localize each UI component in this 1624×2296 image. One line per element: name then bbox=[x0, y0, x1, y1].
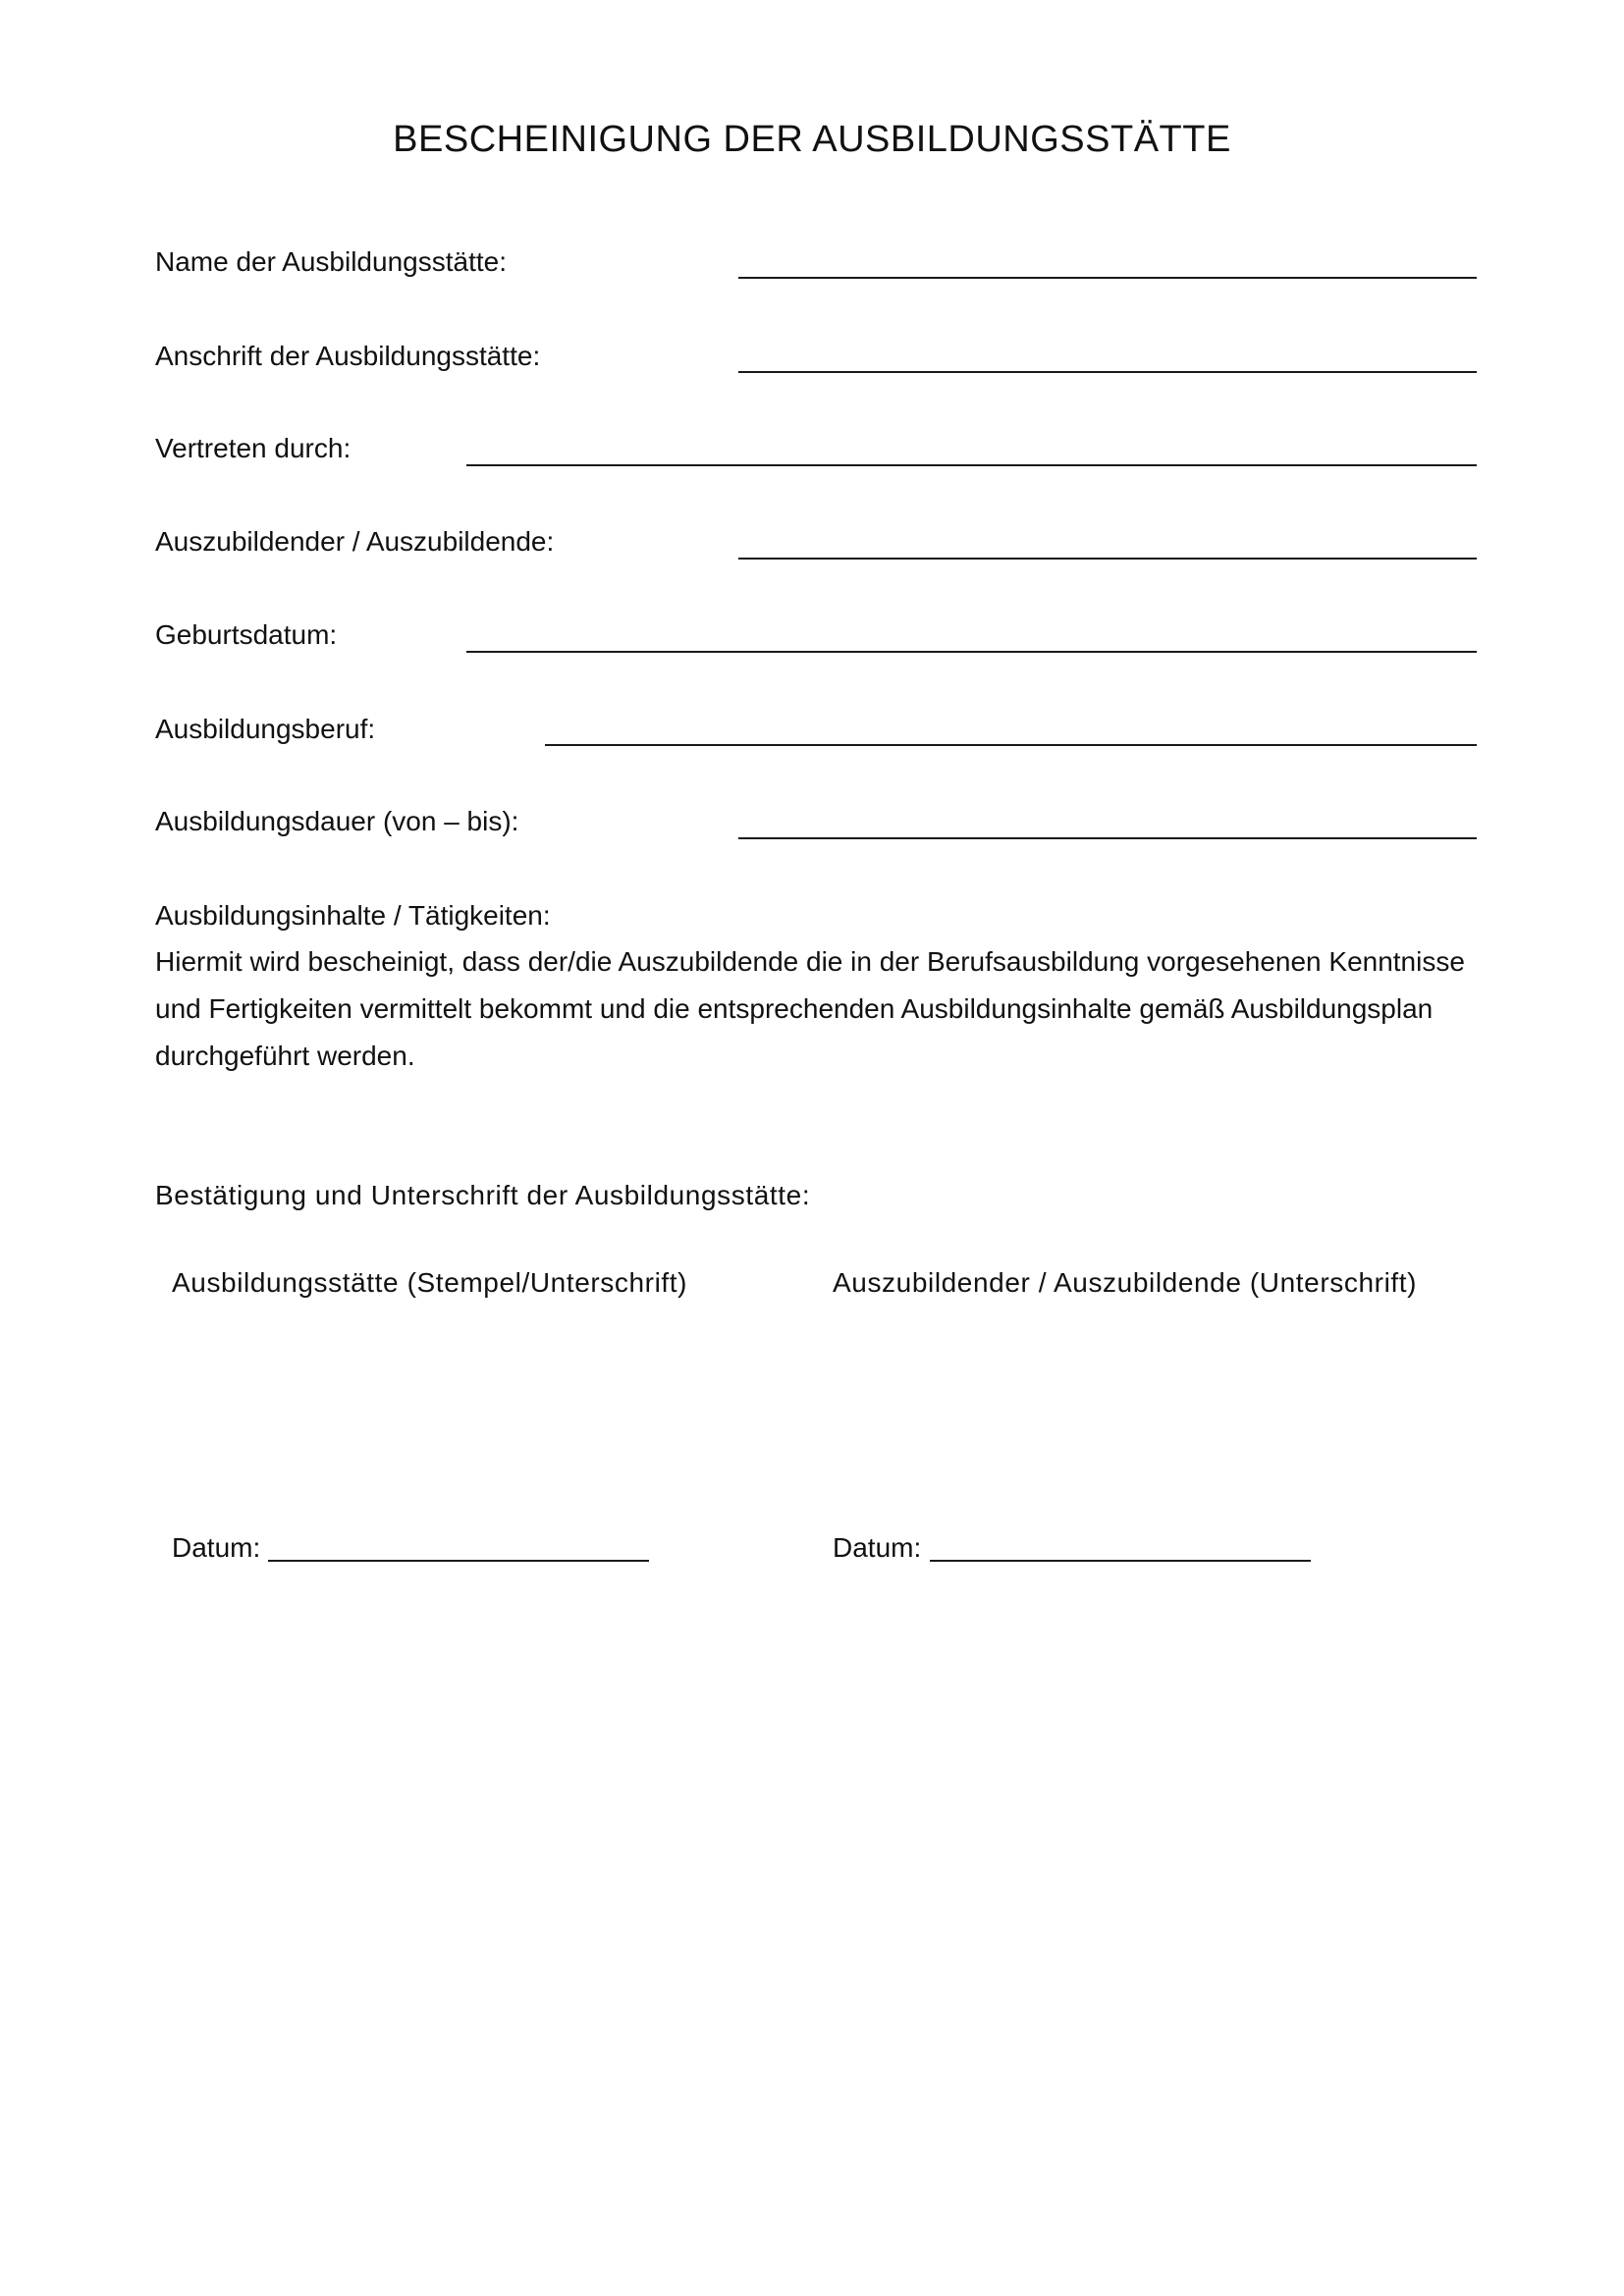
field-label-birthdate: Geburtsdatum: bbox=[155, 619, 338, 650]
field-label-name: Name der Ausbildungsstätte: bbox=[155, 246, 507, 277]
field-line-duration[interactable] bbox=[738, 837, 1477, 839]
date-label-left: Datum: bbox=[172, 1532, 261, 1563]
field-line-trainee[interactable] bbox=[738, 558, 1477, 560]
field-line-birthdate[interactable] bbox=[466, 651, 1477, 653]
field-label-trainee: Auszubildender / Auszubildende: bbox=[155, 526, 555, 557]
field-line-occupation[interactable] bbox=[545, 744, 1477, 746]
field-label-address: Anschrift der Ausbildungsstätte: bbox=[155, 341, 541, 371]
signature-label-training-center: Ausbildungsstätte (Stempel/Unterschrift) bbox=[172, 1267, 688, 1298]
field-line-represented-by[interactable] bbox=[466, 464, 1477, 466]
page-title: BESCHEINIGUNG DER AUSBILDUNGSSTÄTTE bbox=[393, 119, 1231, 160]
field-label-occupation: Ausbildungsberuf: bbox=[155, 714, 376, 744]
content-line-3: durchgeführt werden. bbox=[155, 1041, 415, 1071]
signature-label-trainee: Auszubildender / Auszubildende (Unterschrift) bbox=[833, 1267, 1418, 1298]
field-line-name[interactable] bbox=[738, 277, 1477, 279]
field-line-address[interactable] bbox=[738, 371, 1477, 373]
content-line-1: Hiermit wird bescheinigt, dass der/die Auszubildende die in der Berufsausbildung vorgesehenen Kenntnisse bbox=[155, 946, 1465, 977]
field-label-represented-by: Vertreten durch: bbox=[155, 433, 352, 463]
field-label-duration: Ausbildungsdauer (von – bis): bbox=[155, 806, 519, 836]
confirmation-heading: Bestätigung und Unterschrift der Ausbildungsstätte: bbox=[155, 1180, 811, 1210]
date-line-right[interactable] bbox=[930, 1560, 1311, 1562]
content-heading: Ausbildungsinhalte / Tätigkeiten: bbox=[155, 900, 551, 931]
date-label-right: Datum: bbox=[833, 1532, 922, 1563]
date-line-left[interactable] bbox=[268, 1560, 649, 1562]
content-line-2: und Fertigkeiten vermittelt bekommt und die entsprechenden Ausbildungsinhalte gemäß Ausbildungsplan bbox=[155, 993, 1434, 1024]
